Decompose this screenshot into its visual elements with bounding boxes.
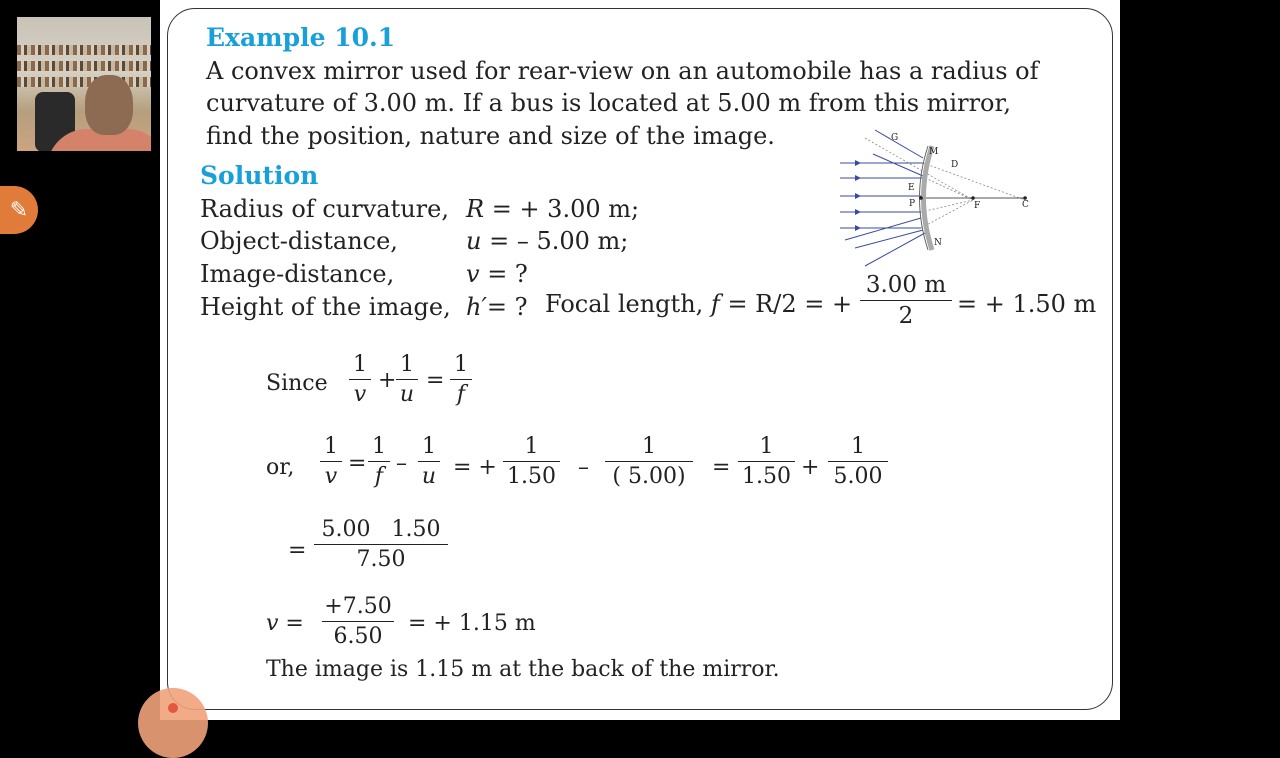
- op-minus-2: –: [578, 455, 589, 480]
- frac-1-over-u: 1 u: [396, 352, 418, 407]
- frac-1-over-neg500: 1 ( 5.00): [605, 434, 693, 489]
- op-equals-plus: = +: [453, 455, 497, 480]
- given-value-image: v = ?: [466, 260, 528, 288]
- frac-1-over-500: 1 5.00: [828, 434, 888, 489]
- since-label: Since: [266, 371, 328, 396]
- convex-mirror-diagram: [835, 128, 1040, 268]
- result-lhs: v =: [266, 611, 304, 636]
- problem-line-3: find the position, nature and size of the image.: [206, 122, 775, 150]
- solution-heading: Solution: [200, 161, 319, 190]
- frac-1-over-f-2: 1 f: [368, 434, 390, 489]
- diagram-label-p: P: [909, 199, 916, 209]
- result-rhs: = + 1.15 m: [408, 611, 536, 636]
- diagram-label-c: C: [1022, 200, 1029, 210]
- given-value-radius: R = + 3.00 m;: [466, 195, 640, 223]
- diagram-label-g: G: [891, 133, 899, 143]
- frac-1-over-v: 1 v: [349, 352, 371, 407]
- diagram-label-m: M: [929, 147, 939, 157]
- op-plus: +: [378, 368, 397, 393]
- focal-result: = + 1.50 m: [957, 290, 1097, 318]
- frac-1-over-v-2: 1 v: [320, 434, 342, 489]
- given-value-object: u = – 5.00 m;: [466, 227, 629, 255]
- given-label-image: Image-distance,: [200, 260, 395, 288]
- example-title: Example 10.1: [206, 23, 396, 52]
- frac-result: +7.50 6.50: [322, 594, 394, 649]
- given-label-object: Object-distance,: [200, 227, 398, 255]
- focal-label: Focal length, f = R/2 = +: [545, 290, 853, 318]
- conclusion: The image is 1.15 m at the back of the mirror.: [266, 657, 780, 682]
- pen-icon: ✎: [9, 197, 29, 223]
- frac-1-over-150: 1 1.50: [503, 434, 560, 489]
- op-equals-3: =: [712, 455, 731, 480]
- op-equals: =: [426, 368, 445, 393]
- frac-step3: 5.00 1.50 7.50: [314, 517, 448, 572]
- diagram-label-f: F: [974, 201, 981, 211]
- op-equals-2: =: [348, 451, 367, 476]
- frac-1-over-150-2: 1 1.50: [738, 434, 795, 489]
- problem-line-2: curvature of 3.00 m. If a bus is located at 5.00 m from this mirror,: [206, 89, 1011, 117]
- problem-line-1: A convex mirror used for rear-view on an automobile has a radius of: [206, 57, 1039, 85]
- given-label-height: Height of the image,: [200, 293, 451, 321]
- presenter-webcam: [17, 17, 151, 151]
- annotation-pen-button[interactable]: [0, 186, 38, 234]
- or-label: or,: [266, 455, 295, 480]
- op-minus: –: [396, 451, 407, 476]
- op-equals-4: =: [288, 538, 307, 563]
- record-indicator[interactable]: [138, 688, 208, 758]
- diagram-label-e: E: [908, 183, 915, 193]
- given-label-radius: Radius of curvature,: [200, 195, 449, 223]
- diagram-label-d: D: [951, 160, 959, 170]
- op-plus-2: +: [801, 455, 820, 480]
- frac-1-over-u-2: 1 u: [418, 434, 440, 489]
- diagram-label-n: N: [934, 238, 942, 248]
- focal-fraction: 3.00 m 2: [860, 272, 952, 329]
- frac-1-over-f: 1 f: [450, 352, 472, 407]
- given-value-height: h′= ?: [466, 293, 528, 321]
